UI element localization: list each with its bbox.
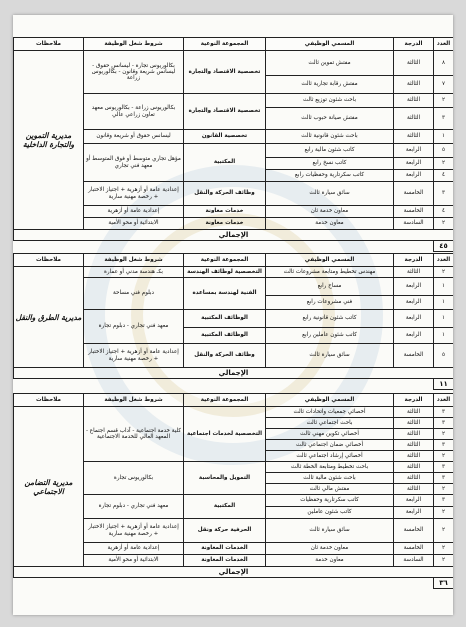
- table-row: ٨ الثالثة مفتش تموين ثالث تخصصية الاقتصاد والتجارة بكالوريوس تجارة - ليسانس حقوق - ليسانس شريعة وقانون - بكالوريوس زراعة مديرية التموين والتجارة الداخلية: [14, 51, 454, 76]
- table-row: ٣ الخامسة سائق سيارة ثالث وظائف الحركة والنقل إعدادية عامة أو أزهرية + اجتياز الاختبار + رخصة مهنية سارية: [14, 182, 454, 206]
- table-row: ٢ الثالثة أخصائي إرشاد اجتماعي ثالث: [14, 451, 454, 462]
- table-row: ١ الثالثة باحث شئون قانونية ثالث تخصصية القانون ليسانس حقوق أو شريعة وقانون: [14, 130, 454, 144]
- table-row: ٧ الثالثة مفتش رقابة تجارية ثالث: [14, 76, 454, 94]
- table-row: ٤ الخامسة معاون خدمة ثان خدمات معاونة إعدادية عامة أو أزهرية: [14, 206, 454, 218]
- table-row: ٣ الثالثة باحث شئون مالية ثالث: [14, 473, 454, 484]
- table-header-row: العدد الدرجة المسمي الوظيفي المجموعة النوعية شروط شغل الوظيفة ملاحظات: [14, 254, 454, 267]
- table-row: ٣ الرابعة كاتب سكرتارية وحفظيات المكتبية معهد فني تجاري - دبلوم تجارة: [14, 495, 454, 507]
- table-row: ٢ الخامسة سائق سيارة ثالث الحرفية حركة ونقل إعدادية عامة أو أزهرية + اجتياز الاختبار + رخصة مهنية سارية: [14, 519, 454, 543]
- table-header-row: العدد الدرجة المسمي الوظيفي المجموعة النوعية شروط شغل الوظيفة ملاحظات: [14, 394, 454, 407]
- table-row: ١ الرابعة فني مشروعات رابع: [14, 296, 454, 310]
- header-req: شروط شغل الوظيفة: [84, 38, 184, 51]
- table-header-row: [14, 38, 454, 51]
- header-num: العدد: [434, 38, 454, 51]
- table-row: ٣ الثالثة أخصائي جمعيات واتحادات ثالث التخصصية لخدمات اجتماعية كلية خدمة اجتماعية - آداب قسم اجتماع - المعهد العالي للخدمة الاجتماعية مديرية التضامن الاجتماعي: [14, 407, 454, 418]
- table-row: ٢ الثالثة مفتش مالي ثالث: [14, 484, 454, 495]
- total-value-row: ١١: [14, 379, 454, 390]
- table-row: ١ الرابعة مساح رابع الفنية لهندسة بمساعدة دبلوم فني مساحة: [14, 278, 454, 296]
- department-name: مديرية التموين والتجارة الداخلية: [14, 51, 84, 230]
- table-row: ٢ السادسة معاون خدمة الخدمات المعاونة الابتدائية أو محو الأمية: [14, 555, 454, 567]
- table-row: ٥ الرابعة كاتب شئون مالية رابع المكتبية مؤهل تجاري متوسط أو فوق المتوسط أو معهد فني تجاري: [14, 144, 454, 158]
- table-row: ٣ الثالثة باحث اجتماعي ثالث: [14, 418, 454, 429]
- table-row: ٣ الثالثة باحث تخطيط ومتابعة الخطة ثالث التمويل والمحاسبة بكالوريوس تجارة: [14, 462, 454, 473]
- table-row: ٢ الثالثة باحث شئون توزيع ثالث تخصصية الاقتصاد والتجارة بكالوريوس زراعة - بكالوريوس معهد تعاون زراعي عالي: [14, 94, 454, 108]
- table-row: ١ الرابعة كاتب شئون عاملين رابع الوظائف المكتبية: [14, 328, 454, 344]
- table-row: ٢ الرابعة كاتب نسخ رابع: [14, 158, 454, 170]
- table-row: ٢ الخامسة معاون خدمة ثان الخدمات المعاونة إعدادية عامة أو أزهرية: [14, 543, 454, 555]
- department-name: مديرية التضامن الاجتماعي: [14, 407, 84, 567]
- table-section-2: [13, 253, 453, 390]
- table-section-3: [13, 393, 453, 589]
- header-job: المسمي الوظيفي: [266, 38, 394, 51]
- header-grade: الدرجة: [394, 38, 434, 51]
- table-row: ٣ الثالثة مفتش صيانة حبوب ثالث: [14, 108, 454, 130]
- total-value-row: ٤٥: [14, 241, 454, 252]
- table-row: ٢ الرابعة كاتب شئون عاملين: [14, 507, 454, 519]
- department-name: مديرية الطرق والنقل: [14, 267, 84, 368]
- table-row: ١ الرابعة كاتب شئون قانونية رابع الوظائف المكتبية معهد فني تجاري - دبلوم تجارة: [14, 310, 454, 328]
- total-value-row: ٣٦: [14, 578, 454, 589]
- header-group: المجموعة النوعية: [184, 38, 266, 51]
- total-row: الإجمالي: [14, 230, 454, 241]
- document-page: [13, 15, 453, 615]
- table-row: ٥ الخامسة سائق سيارة ثالث وظائف الحركة والنقل إعدادية عامة أو أزهرية + اجتياز الاختبار + رخصة مهنية سارية: [14, 344, 454, 368]
- table-row: ٢ الثالثة مهندس تخطيط ومتابعة مشروعات ثالث التخصصية لوظائف الهندسة بكـ هندسة مدني أو عمارة مديرية الطرق والنقل: [14, 267, 454, 278]
- table-section-1: [13, 37, 453, 252]
- total-row: الإجمالي: [14, 567, 454, 578]
- table-row: ٣ الثالثة أخصائي ضمان اجتماعي ثالث: [14, 440, 454, 451]
- total-row: الإجمالي: [14, 368, 454, 379]
- table-row: ٢ الثالثة أخصائي تكوين مهني ثالث: [14, 429, 454, 440]
- table-row: ٤ الرابعة كاتب سكرتارية وحفظيات رابع: [14, 170, 454, 182]
- table-row: ٢ السادسة معاون خدمة خدمات معاونة الابتدائية أو محو الأمية: [14, 218, 454, 230]
- header-notes: ملاحظات: [14, 38, 84, 51]
